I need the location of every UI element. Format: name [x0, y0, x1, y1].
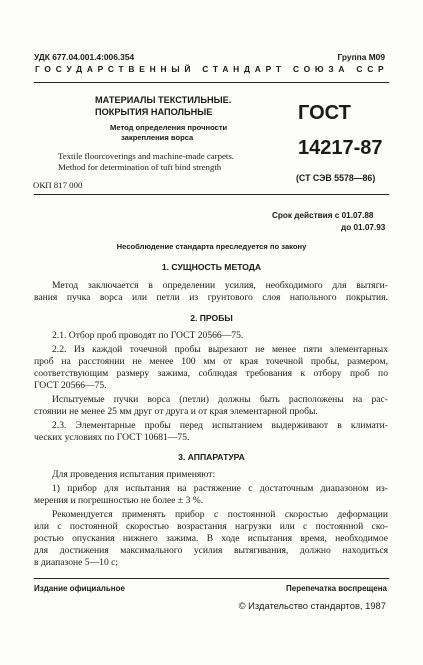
s2-p4-line1: 2.3. Элементарные пробы перед испытанием выдерживают в климати-	[52, 420, 388, 431]
validity-to: до 01.07.93	[341, 223, 386, 232]
s3-p3-line3: ростью опускания нижнего зажима. В ходе испытания время, необходимое	[34, 533, 388, 544]
title-ru-line2: ПОКРЫТИЯ НАПОЛЬНЫЕ	[95, 107, 213, 117]
gost-label: ГОСТ	[298, 102, 351, 124]
section-2-heading: 2. ПРОБЫ	[190, 313, 233, 323]
s1-p1-line1: Метод заключается в определении усилия, необходимого для вытяги-	[52, 280, 388, 291]
method-line2: закрепления ворса	[121, 133, 194, 142]
s2-p2-line1: 2.2. Из каждой точечной пробы вырезают не менее пяти элементарных	[52, 344, 388, 355]
header-rule	[34, 82, 389, 83]
title-ru-line1: МАТЕРИАЛЫ ТЕКСТИЛЬНЫЕ.	[95, 95, 232, 105]
s2-p2-line4: ГОСТ 20566—75.	[34, 380, 107, 391]
s2-p2-line2: проб на расстоянии не менее 100 мм от края точечной пробы, размером,	[34, 356, 388, 367]
s2-p4-line2: ческих условиях по ГОСТ 10681—75.	[34, 432, 190, 443]
udk-code: УДК 677.04.001.4:006.354	[34, 52, 135, 62]
copyright-notice: © Издательство стандартов, 1987	[238, 600, 386, 611]
s3-p3-line4: для достижения максимального усилия вытягивания, должно находиться	[34, 545, 388, 556]
reprint-notice: Перепечатка воспрещена	[286, 584, 387, 593]
s2-p3-line2: стоянии не менее 25 мм друг от друга и от края элементарной пробы.	[34, 406, 318, 417]
official-edition-label: Издание официальное	[34, 584, 125, 593]
gost-number: 14217-87	[298, 137, 383, 159]
s2-p3-line1: Испытуемые пучки ворса (петли) должны быть расположены на рас-	[52, 394, 388, 405]
s3-p2-line1: 1) прибор для испытания на растяжение с достаточным диапазоном из-	[52, 483, 388, 494]
s2-p2-line3: соответствующим размеру зажима, соблюдая требования к отбору проб по	[34, 368, 388, 379]
title-en-line2: Method for determination of tuft bind strength	[58, 162, 222, 172]
footer-rule	[34, 578, 389, 579]
validity-from: Срок действия с 01.07.88	[272, 211, 374, 220]
s3-p2-line2: мерения и погрешностью не более ± 3 %.	[34, 495, 204, 506]
law-notice: Несоблюдение стандарта преследуется по закону	[116, 242, 307, 251]
s2-p1: 2.1. Отбор проб проводят по ГОСТ 20566—75.	[52, 330, 244, 341]
s3-p3-line5: в диапазоне 5—10 с;	[34, 557, 119, 568]
s1-p1-line2: вания пучка ворса или петли из грунтового слоя напольного покрытия.	[34, 292, 388, 303]
st-sev-reference: (СТ СЭВ 5578—86)	[296, 173, 376, 183]
s3-p1: Для проведения испытания применяют:	[52, 469, 216, 480]
okp-code: ОКП 817 000	[33, 180, 83, 190]
standard-banner: ГОСУДАРСТВЕННЫЙ СТАНДАРТ СОЮЗА ССР	[35, 64, 389, 74]
s3-p3-line2: или с постоянной скоростью возрастания нагрузки или с постоянной ско-	[34, 521, 388, 532]
section-3-heading: 3. АППАРАТУРА	[178, 452, 245, 462]
s3-p3-line1: Рекомендуется применять прибор с постоянной скоростью деформации	[52, 509, 388, 520]
title-en-line1: Textile floorcoverings and machine-made carpets.	[58, 151, 234, 161]
section-1-heading: 1. СУЩНОСТЬ МЕТОДА	[161, 262, 262, 272]
method-line1: Метод определения прочности	[110, 123, 228, 132]
title-rule	[34, 194, 389, 195]
group-code: Группа М09	[337, 52, 385, 62]
